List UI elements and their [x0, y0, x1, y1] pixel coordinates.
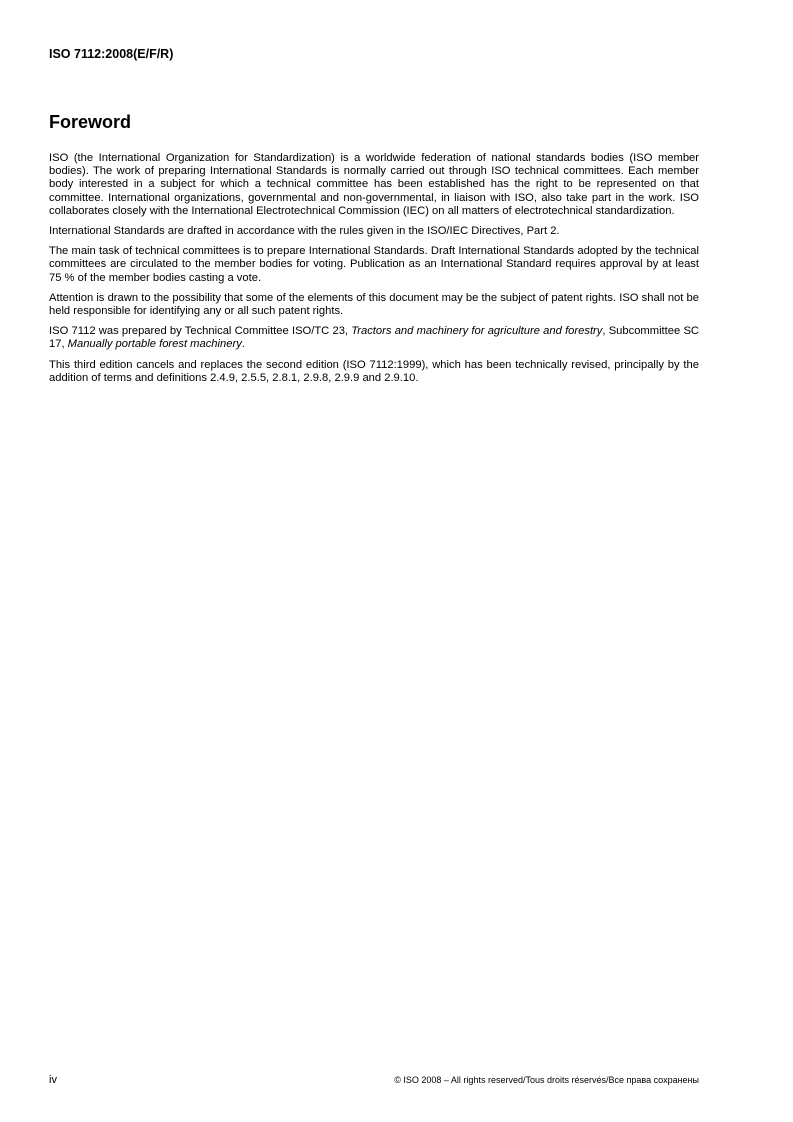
prepared-by-text-1: ISO 7112 was prepared by Technical Committee ISO/TC 23,	[49, 325, 352, 338]
copyright-notice: © ISO 2008 – All rights reserved/Tous droits réservés/Все права сохранены	[394, 1075, 699, 1085]
page-number: iv	[49, 1074, 57, 1086]
prepared-by-text-2: , Subcommittee SC 17,	[49, 325, 699, 351]
foreword-body	[49, 152, 699, 392]
paragraph-directives: International Standards are drafted in accordance with the rules given in the ISO/IEC Directives, Part 2.	[49, 225, 560, 238]
paragraph-prepared-by	[49, 325, 699, 351]
paragraph-patent-rights: Attention is drawn to the possibility that some of the elements of this document may be the subject of patent rights. ISO shall not be held responsible for identifying any or all such patent rights.	[49, 291, 699, 318]
paragraph-edition: This third edition cancels and replaces the second edition (ISO 7112:1999), which has been technically revised, principally by the addition of terms and definitions 2.4.9, 2.5.5, 2.8.1, 2.9.8, 2.9.9 and 2.9.10.	[49, 358, 699, 384]
paragraph-main-task: The main task of technical committees is to prepare International Standards. Draft International Standards adopted by the technical committees are circulated to the member bodies for voting. Publication as an International Standard requires approval by at least 75 % of the member bodies casting a vote.	[49, 245, 699, 284]
committee-title: Tractors and machinery for agriculture and forestry	[351, 325, 603, 338]
document-header-id: ISO 7112:2008(E/F/R)	[49, 47, 174, 61]
page-title: Foreword	[49, 112, 132, 132]
paragraph-iso-intro: ISO (the International Organization for Standardization) is a worldwide federation of national standards bodies (ISO member bodies). The work of preparing International Standards is normally carried out through ISO technical committees. Each member body interested in a subject for which a technical committee has been established has the right to be represented on that committee. International organizations, governmental and non-governmental, in liaison with ISO, also take part in the work. ISO collaborates closely with the International Electrotechnical Commission (IEC) on all matters of electrotechnical standardization.	[49, 152, 699, 217]
prepared-by-text-3: .	[241, 338, 245, 351]
subcommittee-title: Manually portable forest machinery	[67, 338, 242, 351]
